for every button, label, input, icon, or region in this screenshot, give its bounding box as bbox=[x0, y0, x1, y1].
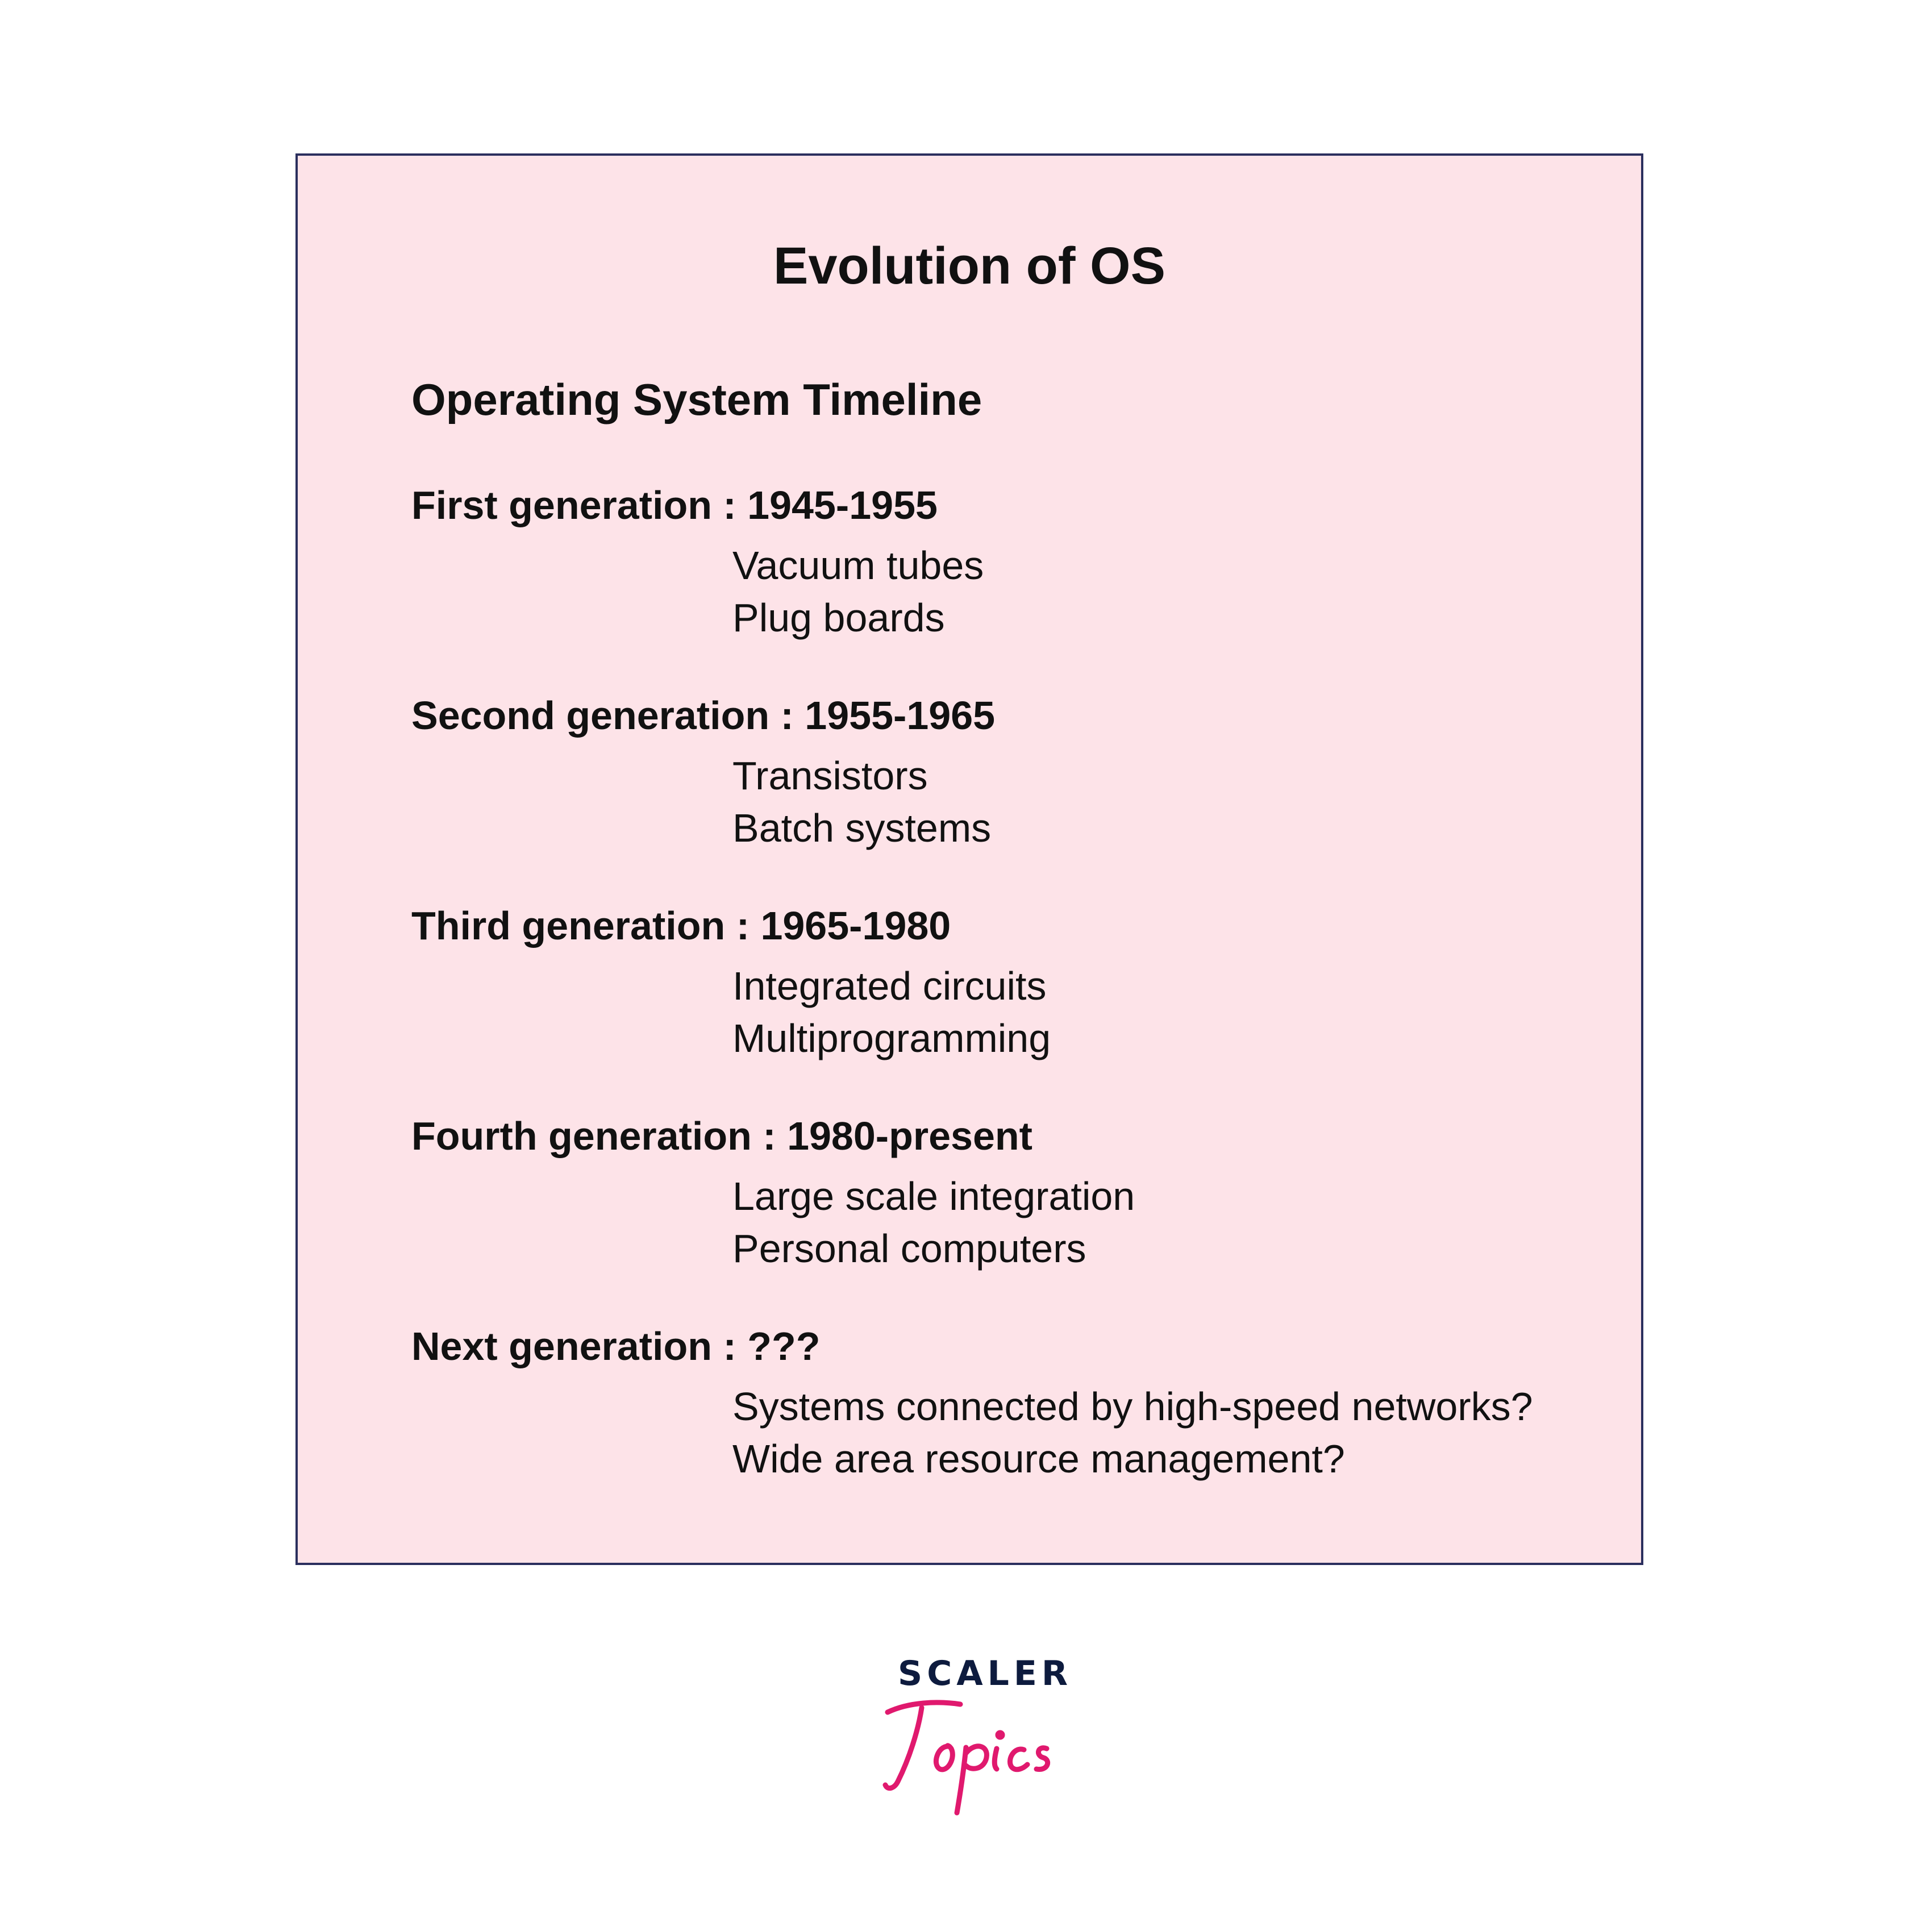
generation-item: Vacuum tubes bbox=[732, 543, 984, 588]
generation-third bbox=[298, 906, 1641, 1099]
generation-item: Plug boards bbox=[732, 596, 945, 640]
generation-heading: Next generation : ??? bbox=[411, 1324, 821, 1368]
generation-first bbox=[298, 485, 1641, 679]
generation-heading: First generation : 1945-1955 bbox=[411, 483, 938, 527]
generation-fourth bbox=[298, 1116, 1641, 1309]
generation-item: Personal computers bbox=[732, 1226, 1086, 1271]
scaler-topics-logo bbox=[875, 1654, 1073, 1827]
timeline-card bbox=[295, 153, 1643, 1565]
generation-heading: Third generation : 1965-1980 bbox=[411, 904, 951, 948]
generation-heading: Second generation : 1955-1965 bbox=[411, 693, 996, 738]
logo-wordmark: SCALER bbox=[898, 1654, 1073, 1693]
generation-item: Batch systems bbox=[732, 806, 992, 850]
generation-item: Large scale integration bbox=[732, 1174, 1135, 1218]
generation-item: Integrated circuits bbox=[732, 964, 1047, 1008]
generation-heading: Fourth generation : 1980-present bbox=[411, 1114, 1032, 1158]
generation-item: Wide area resource management? bbox=[732, 1437, 1345, 1481]
page-title: Evolution of OS bbox=[773, 237, 1165, 295]
generation-second bbox=[298, 693, 1641, 889]
generation-item: Transistors bbox=[732, 754, 928, 798]
generation-next bbox=[298, 1326, 1641, 1520]
logo-script-topics bbox=[875, 1696, 1068, 1821]
generation-item: Systems connected by high-speed networks? bbox=[732, 1384, 1533, 1429]
timeline-subtitle: Operating System Timeline bbox=[411, 374, 982, 425]
generation-item: Multiprogramming bbox=[732, 1016, 1051, 1060]
